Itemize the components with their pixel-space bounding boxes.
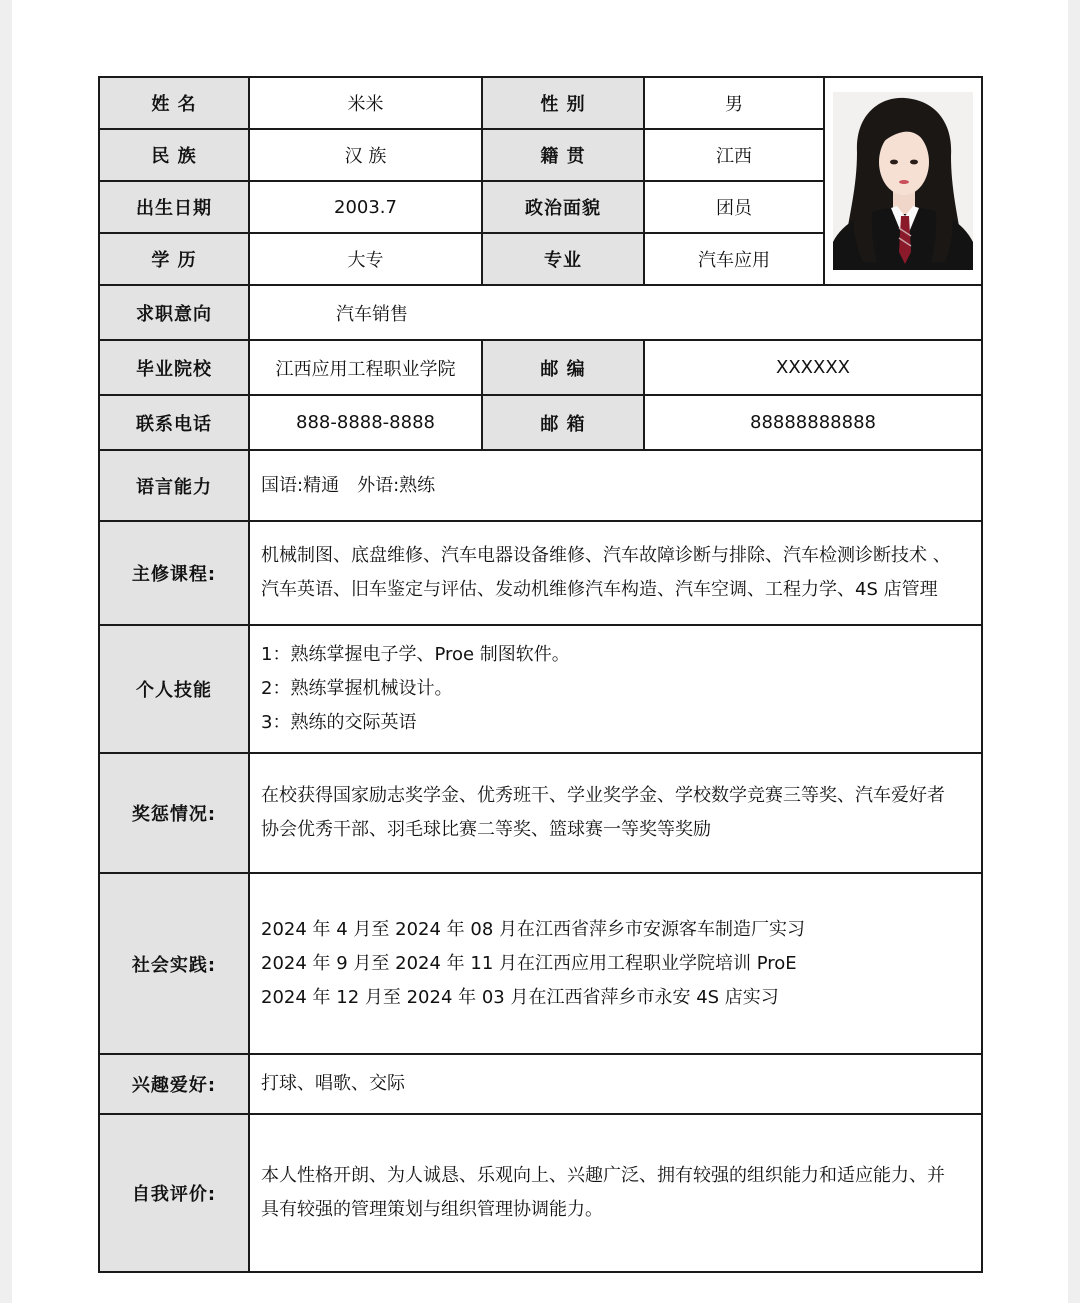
language-label: 语言能力 (99, 450, 249, 521)
birth-label: 出生日期 (99, 181, 249, 233)
row-language (99, 450, 982, 521)
skills-value (249, 625, 982, 753)
portrait-illustration (833, 92, 973, 270)
courses-label: 主修课程: (99, 521, 249, 625)
major-label: 专业 (482, 233, 644, 285)
resume-table (98, 76, 983, 1273)
photo-cell (824, 77, 982, 285)
phone-label: 联系电话 (99, 395, 249, 450)
school-label: 毕业院校 (99, 340, 249, 395)
hobbies-label: 兴趣爱好: (99, 1054, 249, 1114)
ethnicity-value: 汉 族 (249, 129, 482, 181)
self-eval-line: 具有较强的管理策划与组织管理协调能力。 (261, 1199, 603, 1220)
self-eval-label: 自我评价: (99, 1114, 249, 1272)
courses-line: 汽车英语、旧车鉴定与评估、发动机维修汽车构造、汽车空调、工程力学、4S 店管理 (261, 579, 938, 600)
intention-label: 求职意向 (99, 285, 249, 340)
awards-label: 奖惩情况: (99, 753, 249, 873)
skills-label: 个人技能 (99, 625, 249, 753)
major-value: 汽车应用 (644, 233, 824, 285)
row-school-postcode (99, 340, 982, 395)
school-value: 江西应用工程职业学院 (249, 340, 482, 395)
practice-line: 2024 年 4 月至 2024 年 08 月在江西省萍乡市安源客车制造厂实习 (261, 918, 806, 940)
ethnicity-label: 民 族 (99, 129, 249, 181)
name-label: 姓 名 (99, 77, 249, 129)
practice-value (249, 873, 982, 1054)
language-mandarin: 国语:精通 (261, 474, 340, 496)
awards-value (249, 753, 982, 873)
education-value: 大专 (249, 233, 482, 285)
courses-line: 机械制图、底盘维修、汽车电器设备维修、汽车故障诊断与排除、汽车检测诊断技术 、 (261, 545, 951, 566)
row-awards (99, 753, 982, 873)
row-name-gender (99, 77, 982, 129)
gender-value: 男 (644, 77, 824, 129)
skills-line: 3：熟练的交际英语 (261, 712, 417, 733)
practice-label: 社会实践: (99, 873, 249, 1054)
practice-line: 2024 年 9 月至 2024 年 11 月在江西应用工程职业学院培训 ProE (261, 952, 797, 974)
political-value: 团员 (644, 181, 824, 233)
hometown-value: 江西 (644, 129, 824, 181)
intention-value: 汽车销售 (249, 285, 982, 340)
hobbies-value: 打球、唱歌、交际 (249, 1054, 982, 1114)
education-label: 学 历 (99, 233, 249, 285)
row-hobbies (99, 1054, 982, 1114)
email-value: 88888888888 (644, 395, 982, 450)
email-label: 邮 箱 (482, 395, 644, 450)
political-label: 政治面貌 (482, 181, 644, 233)
birth-value: 2003.7 (249, 181, 482, 233)
hometown-label: 籍 贯 (482, 129, 644, 181)
practice-line: 2024 年 12 月至 2024 年 03 月在江西省萍乡市永安 4S 店实习 (261, 986, 779, 1008)
language-value (249, 450, 982, 521)
postcode-label: 邮 编 (482, 340, 644, 395)
gender-label: 性 别 (482, 77, 644, 129)
name-value: 米米 (249, 77, 482, 129)
row-intention (99, 285, 982, 340)
awards-line: 协会优秀干部、羽毛球比赛二等奖、篮球赛一等奖等奖励 (261, 819, 711, 840)
courses-value (249, 521, 982, 625)
row-self-eval (99, 1114, 982, 1272)
postcode-value: XXXXXX (644, 340, 982, 395)
row-courses (99, 521, 982, 625)
phone-value: 888-8888-8888 (249, 395, 482, 450)
awards-line: 在校获得国家励志奖学金、优秀班干、学业奖学金、学校数学竞赛三等奖、汽车爱好者 (261, 785, 945, 806)
self-eval-value (249, 1114, 982, 1272)
self-eval-line: 本人性格开朗、为人诚恳、乐观向上、兴趣广泛、拥有较强的组织能力和适应能力、并 (261, 1165, 945, 1186)
row-skills (99, 625, 982, 753)
skills-line: 1：熟练掌握电子学、Proe 制图软件。 (261, 644, 570, 665)
portrait-photo (833, 92, 973, 270)
row-phone-email (99, 395, 982, 450)
language-foreign: 外语:熟练 (357, 474, 436, 496)
skills-line: 2：熟练掌握机械设计。 (261, 678, 453, 699)
row-practice (99, 873, 982, 1054)
